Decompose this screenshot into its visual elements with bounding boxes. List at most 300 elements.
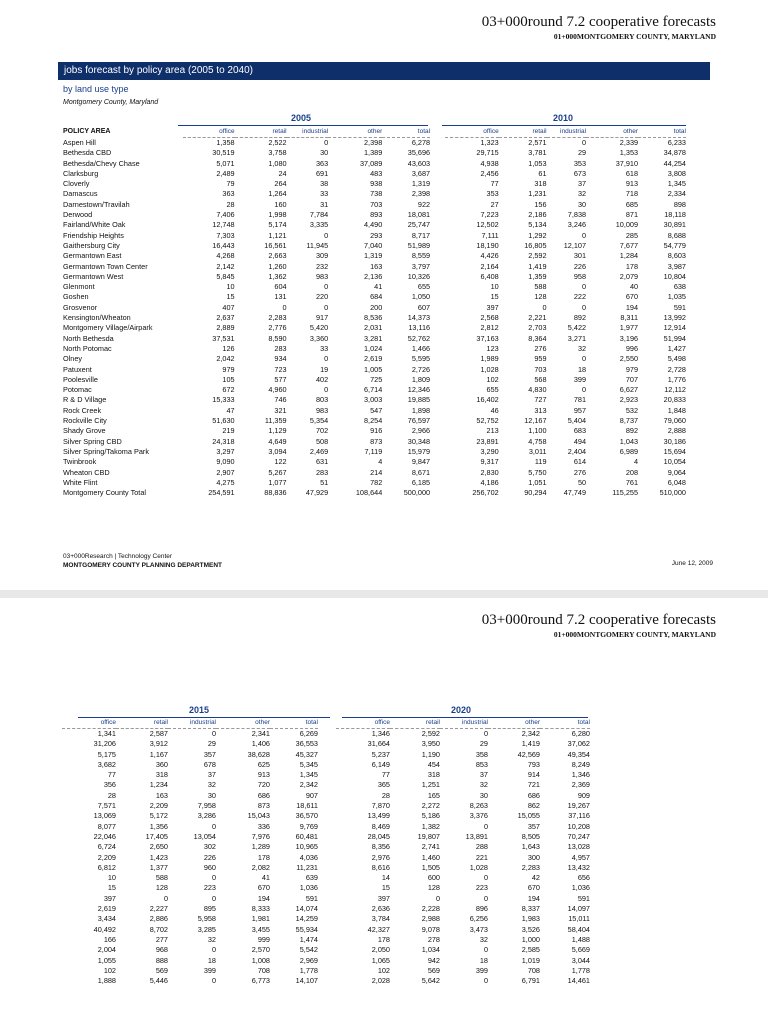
report-header-subtitle: 01+000MONTGOMERY COUNTY, MARYLAND <box>553 630 716 639</box>
table-row <box>63 241 686 251</box>
policy-area-name: Wheaton CBD <box>63 467 110 477</box>
table-cell: 2,969 <box>299 955 318 965</box>
policy-area-name: R & D Village <box>63 395 107 405</box>
policy-area-name: Rock Creek <box>63 405 102 415</box>
table-cell: 15 <box>107 883 116 893</box>
gap <box>318 945 336 955</box>
gap <box>318 760 336 770</box>
table-row <box>63 303 686 313</box>
policy-area-name: Glenmont <box>63 282 95 292</box>
table-cell: 685 <box>625 199 639 209</box>
table-cell: 5,134 <box>528 220 547 230</box>
table-cell: 47,929 <box>305 488 329 498</box>
table-row <box>62 811 590 821</box>
table-cell: 5,669 <box>571 945 590 955</box>
gap <box>430 303 445 313</box>
col-header: industrial <box>168 718 216 729</box>
table-cell: 49,354 <box>567 749 590 759</box>
table-cell: 4,830 <box>528 385 547 395</box>
table-cell: 1,323 <box>480 138 499 147</box>
table-cell: 4 <box>634 457 639 467</box>
table-header-row <box>62 718 590 729</box>
table-cell: 670 <box>257 883 270 893</box>
table-cell: 8,249 <box>571 759 590 769</box>
table-cell: 2,228 <box>421 904 440 914</box>
table-cell: 0 <box>582 282 587 292</box>
table-cell: 604 <box>274 282 287 292</box>
table-cell: 12,346 <box>407 385 431 395</box>
gap <box>430 200 445 210</box>
table-cell: 6,233 <box>667 138 686 147</box>
table-cell: 18,118 <box>664 210 686 220</box>
table-cell: 15,011 <box>568 914 590 924</box>
table-cell: 938 <box>370 179 383 189</box>
table-header-row <box>63 127 686 138</box>
table-cell: 29 <box>207 739 216 749</box>
table-cell: 2,888 <box>667 426 686 436</box>
table-cell: 7,111 <box>481 230 499 240</box>
table-cell: 3,526 <box>521 924 540 934</box>
table-cell: 4,758 <box>528 436 547 446</box>
table-cell: 983 <box>316 405 329 415</box>
policy-area-name: Poolesville <box>63 374 98 384</box>
table-cell: 38,628 <box>247 749 270 759</box>
table-row <box>63 251 686 261</box>
table-cell: 128 <box>427 883 440 893</box>
table-cell: 3,271 <box>567 333 587 343</box>
table-cell: 363 <box>316 158 329 168</box>
table-cell: 10 <box>107 873 116 883</box>
table-cell: 3,434 <box>97 914 116 924</box>
table-cell: 782 <box>370 477 383 487</box>
table-cell: 42 <box>531 873 540 883</box>
table-cell: 10,804 <box>663 271 686 281</box>
table-cell: 318 <box>155 770 168 780</box>
table-row <box>62 945 590 955</box>
table-cell: 2,587 <box>149 729 168 738</box>
table-cell: 0 <box>483 821 488 831</box>
table-cell: 178 <box>257 852 270 862</box>
table-cell: 14,259 <box>295 914 318 924</box>
table-cell: 226 <box>573 261 587 271</box>
table-cell: 5,498 <box>667 354 686 364</box>
table-cell: 301 <box>573 251 587 261</box>
table-cell: 0 <box>324 230 329 240</box>
table-cell: 29 <box>479 739 488 749</box>
jobs-table-2005-2010 <box>63 127 686 498</box>
table-cell: 108,644 <box>355 488 383 498</box>
table-cell: 979 <box>625 364 639 374</box>
gap <box>430 385 445 395</box>
table-cell: 318 <box>534 179 547 189</box>
table-cell: 15,979 <box>407 446 431 456</box>
col-header: industrial <box>547 127 587 138</box>
table-cell: 2,636 <box>371 904 390 914</box>
table-cell: 34,878 <box>663 148 686 158</box>
table-cell: 1,809 <box>411 374 431 384</box>
gap <box>430 488 445 498</box>
table-cell: 12,914 <box>663 323 686 333</box>
table-cell: 3,784 <box>371 914 390 924</box>
table-cell: 256,702 <box>472 488 499 498</box>
table-cell: 2,456 <box>480 168 499 178</box>
table-cell: 1,353 <box>619 148 639 158</box>
table-cell: 277 <box>155 934 168 944</box>
policy-area-name: Darnestown/Travilah <box>63 199 130 209</box>
table-cell: 30 <box>479 790 488 800</box>
policy-area-name: Gaithersburg City <box>63 240 120 250</box>
table-cell: 1,080 <box>268 158 287 168</box>
table-cell: 19 <box>320 364 329 374</box>
table-cell: 221 <box>475 852 488 862</box>
table-cell: 2,341 <box>251 729 270 738</box>
table-cell: 285 <box>625 230 639 240</box>
table-cell: 18 <box>577 364 587 374</box>
table-cell: 19,807 <box>417 831 440 841</box>
table-cell: 399 <box>573 374 587 384</box>
table-cell: 2,339 <box>619 138 639 147</box>
table-cell: 77 <box>381 770 390 780</box>
table-cell: 15 <box>226 292 235 302</box>
table-cell: 5,172 <box>149 811 168 821</box>
table-cell: 32 <box>577 189 587 199</box>
table-cell: 397 <box>377 893 390 903</box>
table-cell: 1,100 <box>528 426 547 436</box>
col-header: office <box>62 718 116 729</box>
table-cell: 5,845 <box>216 271 235 281</box>
table-row <box>63 148 686 158</box>
table-cell: 14,097 <box>567 904 590 914</box>
table-cell: 600 <box>427 873 440 883</box>
table-cell: 2,571 <box>528 138 547 147</box>
table-cell: 8,077 <box>97 821 116 831</box>
table-cell: 11,359 <box>264 416 287 426</box>
table-cell: 2,812 <box>480 323 499 333</box>
table-cell: 23,891 <box>476 436 499 446</box>
table-cell: 283 <box>274 343 287 353</box>
table-cell: 18,081 <box>407 210 431 220</box>
table-cell: 568 <box>534 374 547 384</box>
table-cell: 13,891 <box>465 831 488 841</box>
gap <box>318 976 336 986</box>
table-cell: 1,341 <box>97 729 116 738</box>
table-cell: 2,889 <box>216 323 235 333</box>
table-cell: 0 <box>483 976 488 986</box>
table-cell: 30,891 <box>663 220 686 230</box>
table-cell: 8,337 <box>521 904 540 914</box>
table-row <box>63 375 686 385</box>
table-cell: 397 <box>486 302 499 312</box>
table-cell: 0 <box>324 302 329 312</box>
table-cell: 3,044 <box>571 955 590 965</box>
table-cell: 738 <box>370 189 383 199</box>
table-cell: 32 <box>479 934 488 944</box>
table-cell: 0 <box>163 893 168 903</box>
table-cell: 25,747 <box>407 220 431 230</box>
table-cell: 4 <box>378 457 383 467</box>
table-cell: 178 <box>625 261 639 271</box>
table-cell: 2,726 <box>411 364 431 374</box>
table-cell: 907 <box>305 790 318 800</box>
table-cell: 77 <box>490 179 499 189</box>
table-row <box>63 478 686 488</box>
table-row <box>62 925 590 935</box>
table-cell: 1,008 <box>251 955 270 965</box>
table-cell: 254,591 <box>208 488 235 498</box>
table-cell: 893 <box>370 210 383 220</box>
table-cell: 2,221 <box>528 313 547 323</box>
table-cell: 0 <box>324 354 329 364</box>
table-cell: 6,269 <box>299 729 318 738</box>
table-cell: 219 <box>222 426 235 436</box>
table-cell: 360 <box>155 759 168 769</box>
table-cell: 6,989 <box>619 446 639 456</box>
table-cell: 51 <box>320 477 329 487</box>
gap <box>318 842 336 852</box>
table-cell: 52,762 <box>407 333 431 343</box>
table-cell: 11,945 <box>306 240 329 250</box>
table-row <box>62 760 590 770</box>
table-cell: 1,778 <box>299 965 318 975</box>
table-cell: 40 <box>629 282 639 292</box>
table-cell: 4,490 <box>364 220 383 230</box>
table-cell: 670 <box>625 292 639 302</box>
table-cell: 959 <box>534 354 547 364</box>
table-cell: 1,251 <box>421 780 440 790</box>
table-cell: 2,585 <box>521 945 540 955</box>
table-cell: 684 <box>370 292 383 302</box>
table-cell: 895 <box>203 904 216 914</box>
table-cell: 614 <box>573 457 587 467</box>
table-cell: 14 <box>381 873 390 883</box>
table-cell: 2,522 <box>268 138 287 147</box>
table-cell: 3,455 <box>251 924 270 934</box>
table-cell: 9,064 <box>667 467 686 477</box>
table-cell: 123 <box>486 343 499 353</box>
table-cell: 703 <box>370 199 383 209</box>
table-cell: 37,062 <box>567 739 590 749</box>
table-cell: 3,758 <box>268 148 287 158</box>
table-cell: 105 <box>222 374 235 384</box>
report-subtitle: by land use type <box>63 84 129 94</box>
policy-area-name: Rockville City <box>63 416 107 426</box>
table-row <box>63 437 686 447</box>
table-cell: 37 <box>207 770 216 780</box>
table-row <box>62 956 590 966</box>
gap <box>318 914 336 924</box>
table-cell: 7,976 <box>251 831 270 841</box>
table-cell: 37,531 <box>212 333 235 343</box>
table-cell: 1,065 <box>371 955 390 965</box>
table-cell: 625 <box>257 759 270 769</box>
table-cell: 2,592 <box>528 251 547 261</box>
table-cell: 1,121 <box>268 230 287 240</box>
table-row <box>62 914 590 924</box>
gap <box>318 956 336 966</box>
table-cell: 356 <box>103 780 116 790</box>
table-cell: 678 <box>203 759 216 769</box>
policy-area-name: Germantown West <box>63 271 124 281</box>
table-cell: 11,231 <box>296 862 318 872</box>
table-cell: 510,000 <box>659 488 686 498</box>
table-cell: 0 <box>483 873 488 883</box>
policy-area-name: Germantown East <box>63 251 122 261</box>
table-cell: 4,186 <box>480 477 499 487</box>
table-cell: 2,570 <box>251 945 270 955</box>
table-cell: 1,505 <box>421 862 440 872</box>
table-cell: 1,289 <box>251 842 270 852</box>
year-heading-2015: 2015 <box>188 705 210 715</box>
table-cell: 1,034 <box>421 945 440 955</box>
col-header: total <box>270 718 318 729</box>
table-cell: 10,326 <box>407 271 431 281</box>
table-cell: 10,009 <box>615 220 639 230</box>
table-cell: 115,255 <box>612 488 639 498</box>
table-cell: 41 <box>374 282 383 292</box>
table-cell: 1,643 <box>521 842 540 852</box>
table-cell: 6,278 <box>411 138 431 147</box>
policy-area-name: Grosvenor <box>63 302 98 312</box>
table-cell: 1,292 <box>528 230 547 240</box>
gap <box>430 354 445 364</box>
table-cell: 17,405 <box>145 831 168 841</box>
table-cell: 4,275 <box>216 477 235 487</box>
table-cell: 999 <box>257 934 270 944</box>
table-cell: 18 <box>479 955 488 965</box>
table-cell: 3,196 <box>619 333 639 343</box>
table-cell: 178 <box>377 934 390 944</box>
table-cell: 365 <box>377 780 390 790</box>
gap <box>318 739 336 749</box>
table-cell: 8,263 <box>469 801 488 811</box>
table-cell: 37,089 <box>359 158 383 168</box>
table-cell: 8,616 <box>371 862 390 872</box>
table-cell: 3,360 <box>309 333 329 343</box>
table-cell: 942 <box>427 955 440 965</box>
year-rule-2010 <box>442 125 686 126</box>
table-cell: 16,561 <box>264 240 287 250</box>
table-cell: 4,649 <box>268 436 287 446</box>
table-cell: 761 <box>625 477 639 487</box>
table-cell: 1,377 <box>149 862 168 872</box>
table-cell: 2,568 <box>480 313 499 323</box>
table-row <box>62 904 590 914</box>
table-cell: 363 <box>222 189 235 199</box>
table-cell: 24 <box>278 168 287 178</box>
table-cell: 10 <box>226 282 235 292</box>
col-header: office <box>183 127 235 138</box>
gap <box>318 873 336 883</box>
gap <box>430 179 445 189</box>
table-cell: 803 <box>316 395 329 405</box>
table-cell: 6,149 <box>371 759 390 769</box>
table-cell: 1,129 <box>268 426 287 436</box>
table-row <box>63 416 686 426</box>
table-cell: 70,247 <box>567 831 590 841</box>
table-cell: 1,028 <box>469 862 488 872</box>
table-cell: 2,164 <box>480 261 499 271</box>
table-cell: 631 <box>316 457 329 467</box>
table-cell: 2,272 <box>421 801 440 811</box>
table-cell: 0 <box>435 893 440 903</box>
table-cell: 5,404 <box>567 416 587 426</box>
gap <box>318 966 336 976</box>
table-cell: 1,778 <box>571 965 590 975</box>
table-cell: 1,998 <box>268 210 287 220</box>
table-cell: 588 <box>534 282 547 292</box>
gap <box>430 241 445 251</box>
table-row <box>63 344 686 354</box>
policy-area-name: North Bethesda <box>63 333 114 343</box>
table-cell: 55,934 <box>295 924 318 934</box>
table-cell: 673 <box>573 168 587 178</box>
table-cell: 61 <box>538 168 547 178</box>
policy-area-name: Montgomery Village/Airpark <box>63 323 153 333</box>
table-cell: 19,885 <box>407 395 431 405</box>
table-cell: 3,281 <box>364 333 383 343</box>
table-cell: 0 <box>282 302 287 312</box>
table-cell: 12,502 <box>476 220 499 230</box>
table-cell: 3,290 <box>480 446 499 456</box>
table-cell: 0 <box>324 138 329 147</box>
gap <box>318 718 336 729</box>
table-cell: 0 <box>483 945 488 955</box>
table-cell: 4,036 <box>299 852 318 862</box>
table-cell: 2,619 <box>97 904 116 914</box>
table-cell: 200 <box>370 302 383 312</box>
table-cell: 5,750 <box>528 467 547 477</box>
table-cell: 222 <box>573 292 587 302</box>
table-cell: 2,404 <box>567 446 587 456</box>
col-header: other <box>216 718 270 729</box>
gap <box>430 159 445 169</box>
table-cell: 2,966 <box>411 426 431 436</box>
table-row <box>63 292 686 302</box>
table-cell: 60,481 <box>295 831 318 841</box>
table-row <box>63 323 686 333</box>
table-cell: 913 <box>625 179 639 189</box>
table-cell: 708 <box>527 965 540 975</box>
table-cell: 402 <box>316 374 329 384</box>
table-cell: 6,812 <box>97 862 116 872</box>
table-cell: 3,011 <box>528 446 547 456</box>
table-cell: 40,492 <box>93 924 116 934</box>
table-cell: 4,960 <box>268 385 287 395</box>
table-cell: 226 <box>203 852 216 862</box>
table-cell: 1,024 <box>364 343 383 353</box>
table-cell: 5,354 <box>309 416 329 426</box>
table-cell: 4,426 <box>480 251 499 261</box>
gap <box>430 313 445 323</box>
table-cell: 302 <box>203 842 216 852</box>
gap <box>318 780 336 790</box>
table-cell: 1,389 <box>364 148 383 158</box>
table-cell: 46 <box>490 405 499 415</box>
table-cell: 2,050 <box>371 945 390 955</box>
table-cell: 5,071 <box>216 158 235 168</box>
table-cell: 3,808 <box>667 168 686 178</box>
table-cell: 42,569 <box>517 749 540 759</box>
table-cell: 358 <box>475 749 488 759</box>
table-cell: 892 <box>573 313 587 323</box>
table-cell: 871 <box>625 210 639 220</box>
table-cell: 916 <box>370 426 383 436</box>
table-cell: 9,847 <box>411 457 431 467</box>
table-cell: 2,398 <box>364 138 383 147</box>
table-row <box>63 231 686 241</box>
table-row <box>62 729 590 740</box>
table-cell: 194 <box>625 302 639 312</box>
